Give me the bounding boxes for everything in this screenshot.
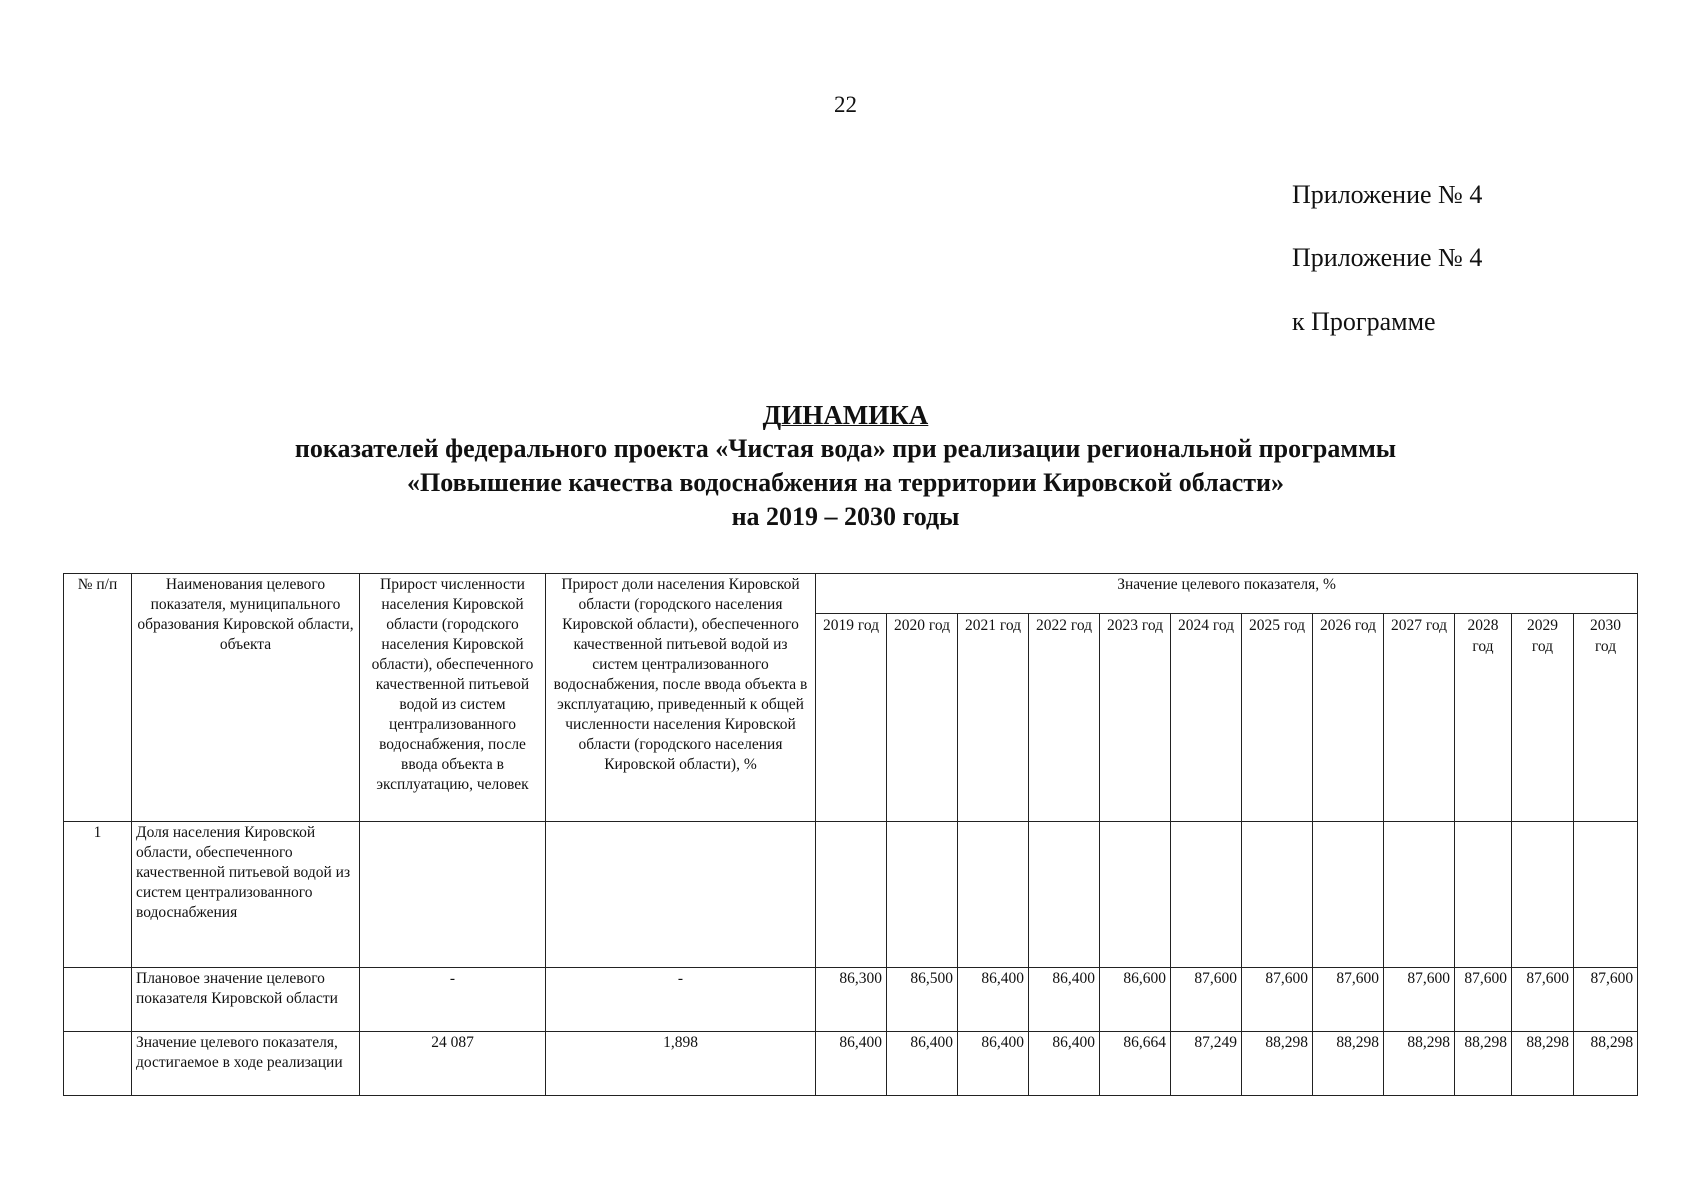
header-num: № п/п [64,574,132,822]
row-growth-share: - [546,968,816,1032]
value-cell [1029,822,1100,968]
value-cell: 87,600 [1455,968,1512,1032]
value-cell: 87,600 [1512,968,1574,1032]
row-growth-share [546,822,816,968]
value-cell: 86,400 [958,968,1029,1032]
value-cell [1100,822,1171,968]
row-growth-population: - [360,968,546,1032]
value-cell: 87,600 [1242,968,1313,1032]
header-row [64,574,1638,614]
page-number: 22 [834,92,857,117]
year-header: 2028 год [1455,614,1512,822]
row-name: Доля населения Кировской области, обеспеченного качественной питьевой водой из систем централизованного водоснабжения [132,822,360,968]
value-cell: 88,298 [1313,1032,1384,1096]
value-cell: 87,600 [1574,968,1638,1032]
table-row [64,1032,1638,1096]
value-cell: 88,298 [1512,1032,1574,1096]
value-cell: 86,400 [887,1032,958,1096]
year-header: 2029 год [1512,614,1574,822]
year-header: 2021 год [958,614,1029,822]
appendix-program-ref: к Программе [1292,307,1436,336]
year-header: 2027 год [1384,614,1455,822]
value-cell: 87,600 [1384,968,1455,1032]
value-cell: 86,400 [816,1032,887,1096]
value-cell [887,822,958,968]
header-growth-share: Прирост доли населения Кировской области (городского населения Кировской области), обеспеченного качественной питьевой водой из систем централизованного водоснабжения, после ввода объекта в эксплуатацию, приведенный к общей численности населения Кировской области (городского населения Кировской области), % [546,574,816,822]
row-num [64,1032,132,1096]
value-cell [1171,822,1242,968]
value-cell [958,822,1029,968]
year-header: 2023 год [1100,614,1171,822]
dynamics-table [63,573,1638,1096]
table-row [64,822,1638,968]
value-cell: 88,298 [1384,1032,1455,1096]
header-name: Наименования целевого показателя, муниципального образования Кировской области, объекта [132,574,360,822]
appendix-label-repeat: Приложение № 4 [1292,243,1483,272]
title-line-1: показателей федерального проекта «Чистая вода» при реализации региональной программы [294,434,1397,463]
value-cell: 86,300 [816,968,887,1032]
value-cell: 87,600 [1171,968,1242,1032]
value-cell: 86,500 [887,968,958,1032]
value-cell [1384,822,1455,968]
header-target-value: Значение целевого показателя, % [816,574,1638,614]
title-line-2: «Повышение качества водоснабжения на территории Кировской области» [407,468,1284,497]
year-header: 2026 год [1313,614,1384,822]
value-cell: 87,600 [1313,968,1384,1032]
year-header: 2020 год [887,614,958,822]
value-cell [1313,822,1384,968]
row-num [64,968,132,1032]
title-line-3: на 2019 – 2030 годы [731,502,960,531]
year-header: 2024 год [1171,614,1242,822]
value-cell: 86,400 [958,1032,1029,1096]
value-cell: 86,400 [1029,1032,1100,1096]
year-header: 2022 год [1029,614,1100,822]
row-num: 1 [64,822,132,968]
year-header: 2030 год [1574,614,1638,822]
value-cell [816,822,887,968]
document-title [0,398,1691,534]
row-name: Значение целевого показателя, достигаемое в ходе реализации [132,1032,360,1096]
value-cell: 86,664 [1100,1032,1171,1096]
value-cell: 86,600 [1100,968,1171,1032]
row-growth-population: 24 087 [360,1032,546,1096]
value-cell: 88,298 [1242,1032,1313,1096]
value-cell [1242,822,1313,968]
value-cell: 86,400 [1029,968,1100,1032]
row-name: Плановое значение целевого показателя Кировской области [132,968,360,1032]
value-cell [1455,822,1512,968]
value-cell: 88,298 [1455,1032,1512,1096]
value-cell: 87,249 [1171,1032,1242,1096]
year-header: 2025 год [1242,614,1313,822]
value-cell [1574,822,1638,968]
year-header: 2019 год [816,614,887,822]
title-main: ДИНАМИКА [762,400,929,430]
value-cell [1512,822,1574,968]
header-growth-population: Прирост численности населения Кировской области (городского населения Кировской области), обеспеченного качественной питьевой водой из систем централизованного водоснабжения, после ввода объекта в эксплуатацию, человек [360,574,546,822]
row-growth-share: 1,898 [546,1032,816,1096]
row-growth-population [360,822,546,968]
table-row [64,968,1638,1032]
appendix-label: Приложение № 4 [1292,180,1483,209]
value-cell: 88,298 [1574,1032,1638,1096]
